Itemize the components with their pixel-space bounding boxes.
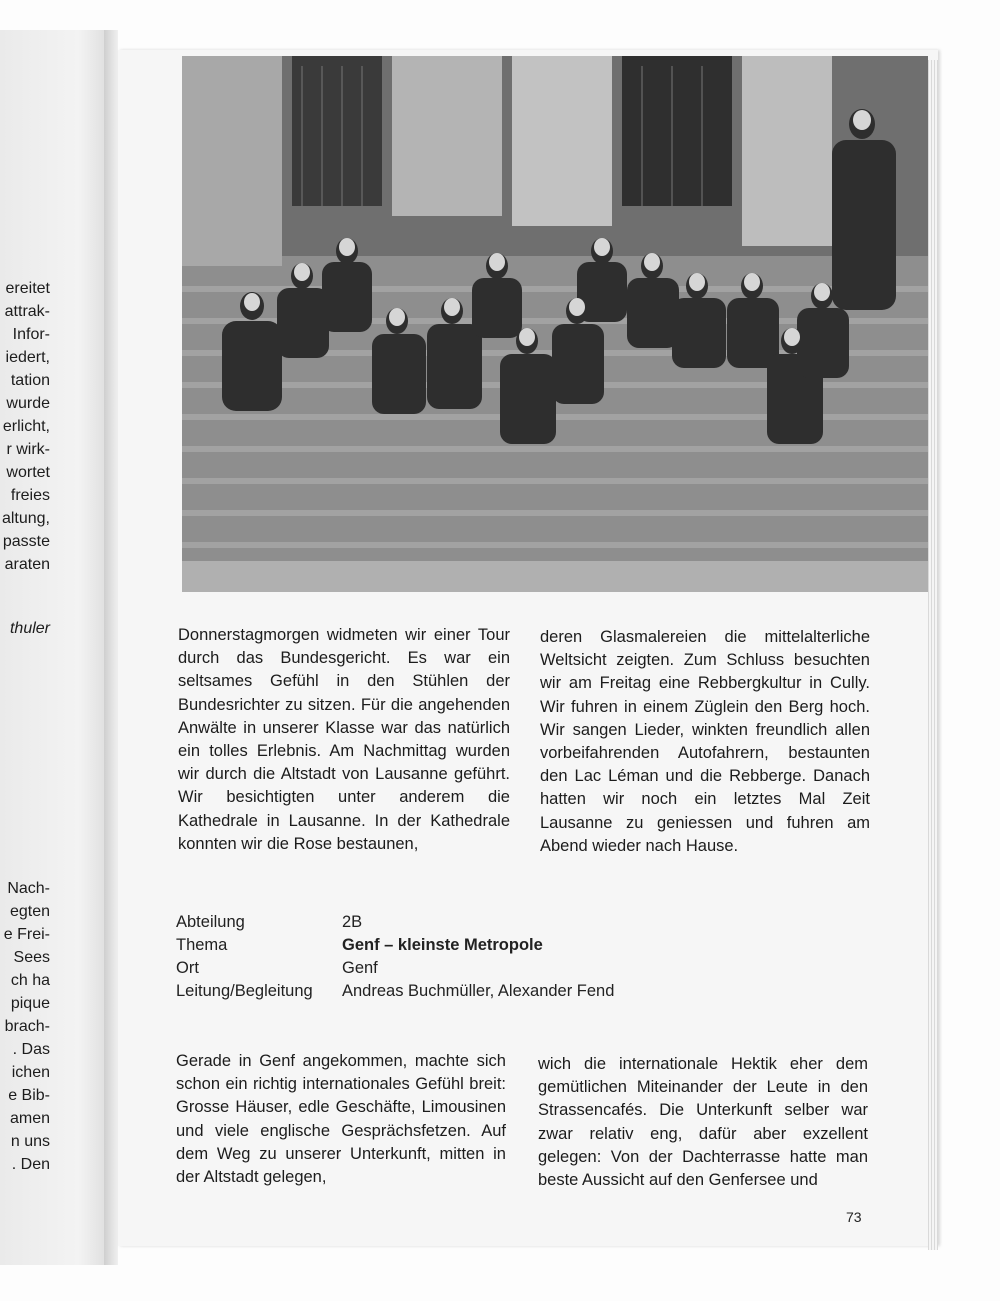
left-fragment: egten — [9, 903, 50, 920]
info-label: Ort — [176, 959, 199, 977]
left-fragment: attrak- — [4, 303, 50, 320]
article-top-column-1 — [178, 624, 510, 856]
left-fragment: e Bib- — [8, 1087, 50, 1104]
left-fragment: ichen — [11, 1064, 50, 1081]
info-value: 2B — [342, 913, 363, 931]
left-fragment: Infor- — [12, 326, 50, 343]
info-box — [176, 911, 696, 1003]
info-label: Abteilung — [176, 913, 245, 931]
left-fragment: e Frei- — [3, 926, 50, 943]
left-fragment: ereitet — [5, 280, 50, 297]
left-fragment: Sees — [13, 949, 50, 966]
info-row-abteilung — [176, 911, 696, 934]
article-bottom-column-2 — [538, 1053, 868, 1192]
left-fragment: freies — [10, 487, 50, 504]
article-paragraph: Donnerstagmorgen widmeten wir einer Tour durch das Bundesgericht. Es war ein seltsames Gefühl in den Stühlen der Bundesrichter zu sitzen. Für die angehenden Anwälte in unserer Klasse war das natürlich ein tolles Erlebnis. Am Nachmittag wurden wir durch die Altstadt von Lausanne geführt. Wir besichtigten unter anderem die Kathedrale in Lausanne. In der Kathedrale konnten wir die Rose bestaunen, — [178, 626, 510, 853]
left-fragment: r wirk- — [6, 441, 50, 458]
left-fragment: tation — [10, 372, 50, 389]
left-fragment: . Das — [12, 1041, 50, 1058]
left-fragment: iedert, — [5, 349, 50, 366]
left-fragment: n uns — [10, 1133, 50, 1150]
left-fragment: wortet — [6, 464, 50, 481]
left-fragment: altung, — [1, 510, 50, 527]
article-bottom-column-1 — [176, 1050, 506, 1189]
left-fragment: brach- — [4, 1018, 50, 1035]
info-row-leitung — [176, 980, 696, 1003]
left-signature: thuler — [9, 620, 50, 637]
left-fragment: araten — [4, 556, 50, 573]
info-value: Andreas Buchmüller, Alexander Fend — [342, 982, 615, 1000]
left-fragment: amen — [9, 1110, 50, 1127]
left-fragment: Nach- — [7, 880, 50, 897]
article-paragraph: Gerade in Genf angekommen, machte sich schon ein richtig internationales Gefühl breit: Grosse Häuser, edle Geschäfte, Limousinen und viele englische Gesprächsfetzen. Auf dem Weg zu unserer Unterkunft, mitten in der Altstadt gelegen, — [176, 1052, 506, 1187]
left-fragment: erlicht, — [2, 418, 50, 435]
article-paragraph: wich die internationale Hektik eher dem gemütlichen Miteinander der Leute in den Strassencafés. Die Unterkunft selber war zwar relativ eng, dafür aber exzellent gelegen: Von der Dachterrasse hatte man beste Aussicht auf den Genfersee und — [538, 1055, 868, 1190]
article-top-column-2 — [540, 626, 870, 858]
article-paragraph: deren Glasmalereien die mittelalterliche Weltsicht zeigten. Zum Schluss besuchten wir am Freitag eine Rebbergkultur in Cully. Wir fuhren in einem Züglein den Berg hoch. Wir sangen Lieder, winkten freundlich allen vorbeifahrenden Autofahrern, bestaunten den Lac Léman und die Rebberge. Danach hatten wir noch ein letztes Mal Zeit Lausanne zu geniessen und fuhren am Abend wieder nach Hause. — [540, 628, 870, 855]
left-fragment: wurde — [6, 395, 50, 412]
left-fragment: pique — [10, 995, 50, 1012]
left-fragment: passte — [2, 533, 50, 550]
info-value: Genf — [342, 959, 378, 977]
left-page — [0, 30, 112, 1265]
group-photo-illustration — [182, 56, 928, 592]
info-label: Thema — [176, 936, 228, 954]
book-gutter — [104, 30, 118, 1265]
left-fragment: ch ha — [10, 972, 50, 989]
info-label: Leitung/Begleitung — [176, 982, 313, 1000]
left-fragment: . Den — [11, 1156, 50, 1173]
page-number: 73 — [846, 1209, 862, 1225]
info-row-thema — [176, 934, 696, 957]
info-value-title: Genf – kleinste Metropole — [342, 936, 543, 954]
page-edge — [928, 60, 938, 1250]
group-photo — [182, 56, 928, 592]
info-row-ort — [176, 957, 696, 980]
